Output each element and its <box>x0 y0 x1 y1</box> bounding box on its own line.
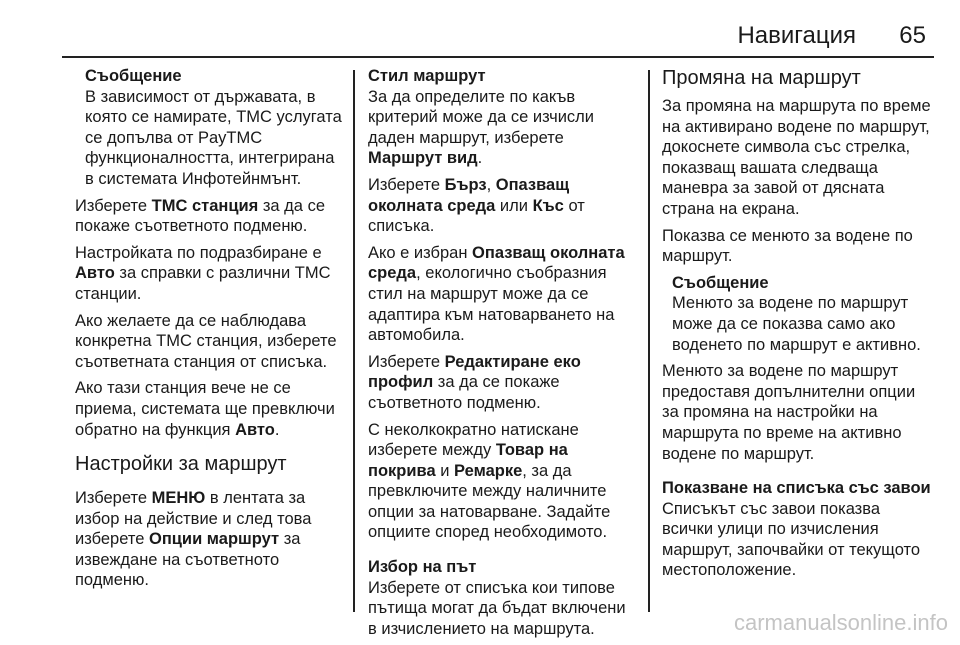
subsection-heading: Показване на списъка със завои <box>662 479 931 498</box>
subsection-heading: Избор на път <box>368 558 477 577</box>
paragraph: Ако желаете да се наблюдава конкретна TMC станция, изберете съответната станция от списъка. <box>75 311 337 371</box>
page-title: Навигация <box>737 22 856 49</box>
section-heading: Настройки за маршрут <box>75 453 287 476</box>
header-divider <box>62 56 934 58</box>
note-title: Съобщение <box>672 273 769 292</box>
paragraph: С неколкократно натискане изберете между Товар на покрива и Ремарке, за да превключите между наличните опции за натоварване. Задайте опциите според необходимото. <box>368 420 611 542</box>
paragraph: Изберете Бърз, Опазващ околната среда или Къс от списъка. <box>368 175 585 236</box>
note-title: Съобщение <box>85 67 182 85</box>
page-header <box>0 0 960 58</box>
column-1 <box>75 66 347 597</box>
paragraph: Списъкът със завои показва всички улици по изчисления маршрут, започвайки от текущото местоположение. <box>662 499 921 580</box>
paragraph: Ако тази станция вече не се приема, системата ще превключи обратно на функция Авто. <box>75 379 335 439</box>
paragraph: Ако е избран Опазващ околната среда, екологично съобразния стил на маршрут може да се адаптира към натоварването на автомобила. <box>368 243 625 345</box>
watermark: carmanualsonline.info <box>733 610 948 635</box>
paragraph: За промяна на маршрута по време на активирано водене по маршрут, докоснете символа със стрелка, показващ вашата следваща маневра за завой от дясната страна на екрана. <box>662 97 931 218</box>
paragraph: Изберете от списъка кои типове пътища могат да бъдат включени в изчислението на маршрута. <box>368 578 626 638</box>
paragraph: За да определите по какъв критерий може да се изчисли даден маршрут, изберете Маршрут вид. <box>368 87 595 168</box>
paragraph: Изберете TMC станция за да се покаже съответното подменю. <box>75 196 325 236</box>
column-divider-1 <box>353 70 355 612</box>
note-text: Менюто за водене по маршрут може да се показва само ако воденето по маршрут е активно. <box>672 294 921 354</box>
column-3 <box>662 66 934 587</box>
page-number: 65 <box>899 22 926 49</box>
paragraph: Менюто за водене по маршрут предоставя допълнителни опции за промяна на настройки на маршрута по време на активно водене по маршрут. <box>662 362 916 463</box>
column-2 <box>368 66 634 645</box>
paragraph: Изберете МЕНЮ в лентата за избор на действие и след това изберете Опции маршрут за извеждане на съответното подменю. <box>75 489 312 590</box>
note-text: В зависимост от държавата, в която се намирате, TMC услугата се допълва от PayTMC функционалността, интегрирана в системата Инфотейнмънт. <box>85 87 342 188</box>
note-box <box>662 273 934 355</box>
paragraph: Показва се менюто за водене по маршрут. <box>662 226 913 266</box>
paragraph: Изберете Редактиране еко профил за да се покаже съответното подменю. <box>368 352 581 412</box>
column-divider-2 <box>648 70 650 612</box>
section-heading: Промяна на маршрут <box>662 67 861 89</box>
subsection-heading: Стил маршрут <box>368 67 486 85</box>
paragraph: Настройката по подразбиране е Авто за справки с различни TMC станции. <box>75 243 331 303</box>
note-box <box>75 66 347 190</box>
